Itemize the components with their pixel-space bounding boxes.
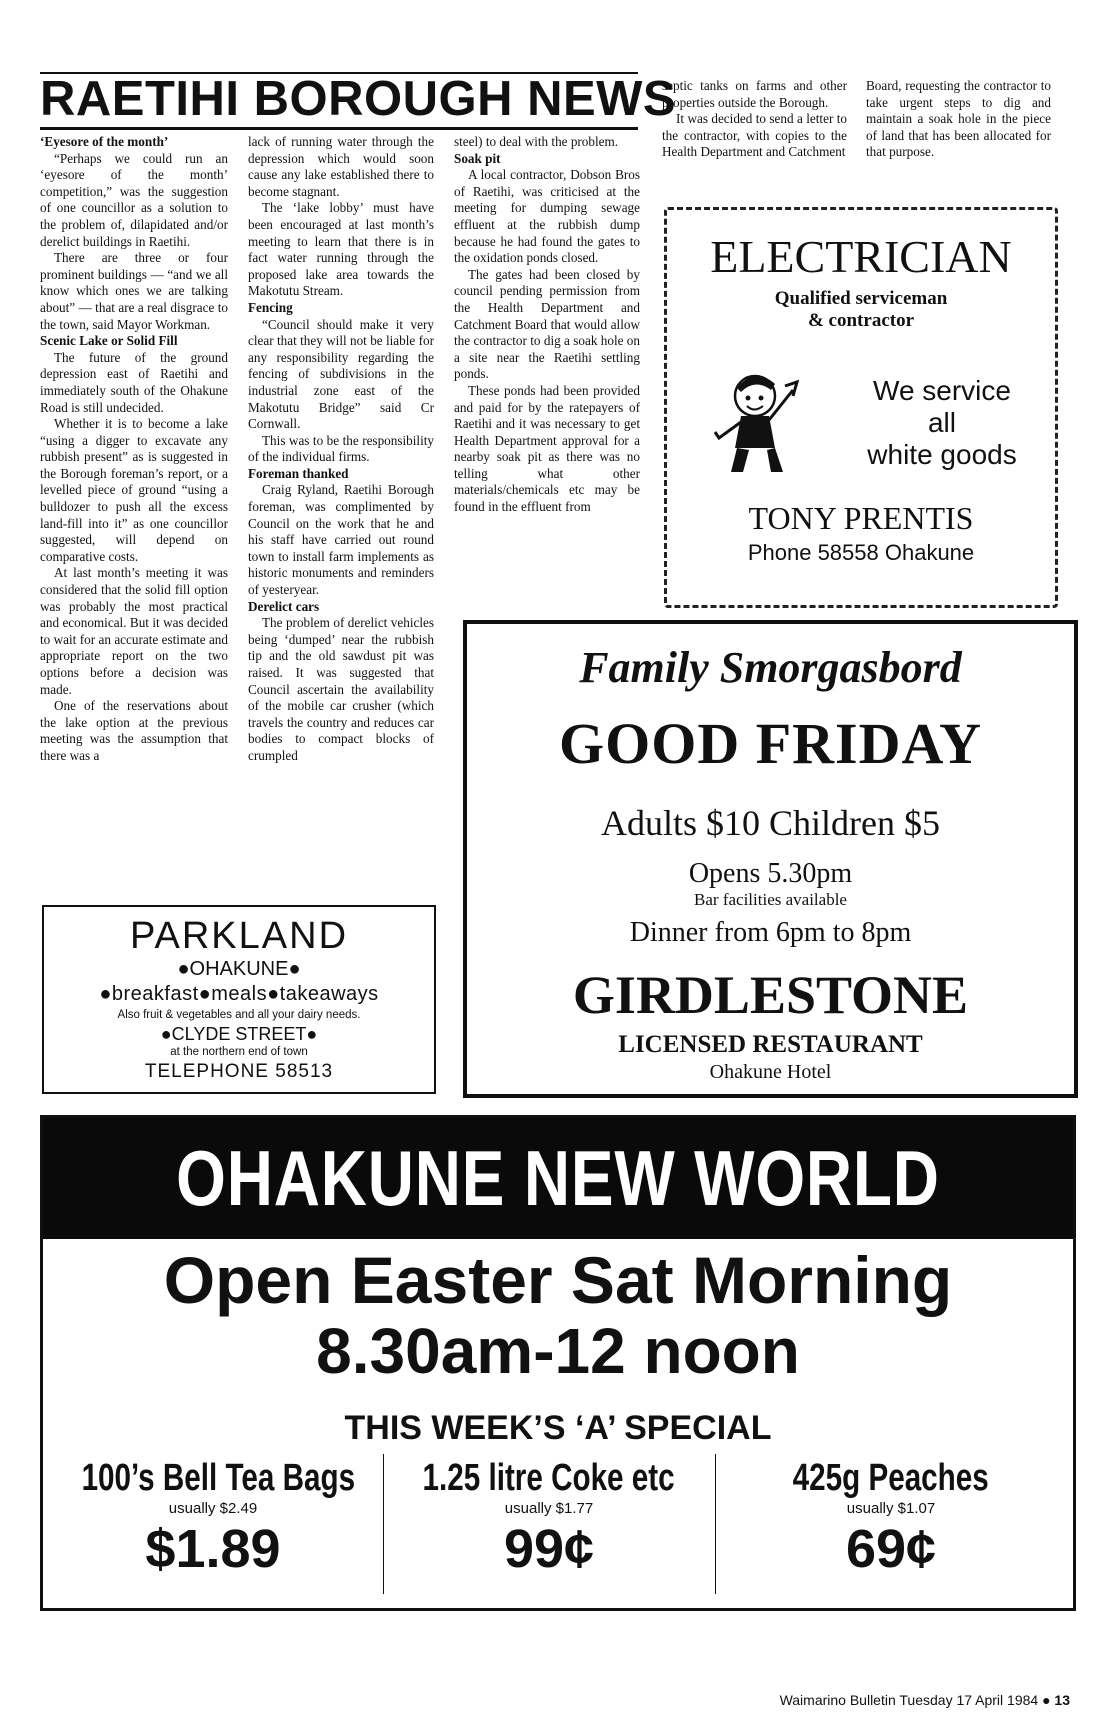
special-item-usual: usually $1.07 bbox=[846, 1500, 936, 1517]
smorgasbord-licensed: LICENSED RESTAURANT bbox=[618, 1031, 923, 1058]
subtitle-line: Qualified serviceman bbox=[774, 288, 948, 309]
heading-fencing: Fencing bbox=[248, 299, 293, 315]
electrician-subtitle bbox=[667, 288, 1055, 332]
newworld-special-heading: THIS WEEK’S ‘A’ SPECIAL bbox=[344, 1409, 772, 1447]
electrician-mascot-icon bbox=[697, 360, 817, 480]
special-item-price: 99¢ bbox=[503, 1519, 595, 1579]
smorgasbord-headline: GOOD FRIDAY bbox=[559, 711, 982, 776]
paragraph: The ‘lake lobby’ must have been encouraged at last month’s meeting to learn that there is in fact water running through the proposed lake area towards the Makotutu Stream. bbox=[248, 200, 434, 299]
service-line: all bbox=[927, 407, 956, 438]
parkland-ad bbox=[42, 905, 436, 1094]
paragraph: There are three or four prominent buildings — “and we all know which ones we are talking about” — that are a real disgrace to the town, said Mayor Workman. bbox=[40, 250, 228, 332]
page-footer bbox=[740, 1692, 1070, 1708]
electrician-title: ELECTRICIAN bbox=[710, 231, 1012, 282]
article-column-5 bbox=[866, 78, 1051, 161]
paragraph: The gates had been closed by council pending permission from the Health Department and Catchment Board that would allow the contractor to dig a soak hole on a site near the Raetihi settling ponds. bbox=[454, 266, 640, 382]
heading-soak-pit: Soak pit bbox=[454, 150, 501, 166]
paragraph: Craig Ryland, Raetihi Borough foreman, was complimented by Council on the work that he and his staff have carried out round town to install farm implements as historic monuments and reminders of yesteryear. bbox=[248, 482, 434, 598]
special-item-price: 69¢ bbox=[845, 1519, 937, 1579]
special-item-usual: usually $2.49 bbox=[168, 1500, 258, 1517]
special-item-price: $1.89 bbox=[145, 1519, 281, 1579]
paragraph: Board, requesting the contractor to take urgent steps to dig and maintain a soak hole in the piece of land that has been allocated for that purpose. bbox=[866, 78, 1051, 160]
parkland-street: ●CLYDE STREET● bbox=[160, 1024, 318, 1044]
smorgasbord-hotel: Ohakune Hotel bbox=[709, 1061, 832, 1083]
newworld-ad bbox=[40, 1115, 1076, 1611]
special-item-name: 100’s Bell Tea Bags bbox=[81, 1457, 356, 1499]
smorgasbord-venue: GIRDLESTONE bbox=[572, 965, 969, 1025]
special-item bbox=[715, 1456, 1067, 1580]
paragraph: lack of running water through the depression which would soon cause any lake established there to become stagnant. bbox=[248, 134, 434, 199]
subtitle-line: & contractor bbox=[807, 310, 915, 331]
paragraph: steel) to deal with the problem. bbox=[454, 134, 619, 149]
service-line: white goods bbox=[867, 439, 1017, 470]
heading-eyesore: ‘Eyesore of the month’ bbox=[40, 134, 169, 149]
paragraph: One of the reservations about the lake option at the previous meeting was the assumption that there was a bbox=[40, 698, 228, 763]
electrician-service bbox=[837, 375, 1047, 471]
paragraph: The problem of derelict vehicles being ‘dumped’ near the rubbish tip and the old sawdust pit was raised. It was suggested that Council ascertain the availability of the mobile car crusher (which travels the country and reduces car bodies to compact blocks of crumpled bbox=[248, 615, 434, 763]
smorgasbord-opens: Opens 5.30pm bbox=[688, 858, 853, 889]
article-column-4 bbox=[662, 78, 847, 161]
paragraph: “Council should make it very clear that they will not be liable for any responsibility regarding the fencing of subdivisions in the industrial zone east of the Makotutu Bridge” said Cr Cornwall. bbox=[248, 316, 434, 432]
special-item-name: 425g Peaches bbox=[792, 1457, 990, 1499]
masthead-bottom-rule bbox=[40, 127, 638, 130]
smorgasbord-dinner: Dinner from 6pm to 8pm bbox=[629, 917, 912, 948]
smorgasbord-ad bbox=[463, 620, 1078, 1098]
newworld-banner: OHAKUNE NEW WORLD bbox=[176, 1134, 940, 1222]
heading-foreman: Foreman thanked bbox=[248, 465, 349, 481]
service-line: We service bbox=[873, 375, 1011, 406]
smorgasbord-title: Family Smorgasbord bbox=[579, 643, 962, 692]
paragraph: It was decided to send a letter to the contractor, with copies to the Health Department and Catchment bbox=[662, 111, 847, 160]
electrician-ad bbox=[664, 207, 1058, 608]
masthead-title: RAETIHI BOROUGH NEWS bbox=[40, 72, 677, 126]
newworld-open-line2: 8.30am-12 noon bbox=[316, 1315, 800, 1387]
footer-publication: Waimarino Bulletin Tuesday 17 April 1984 bbox=[779, 1692, 1039, 1708]
parkland-location: at the northern end of town bbox=[170, 1046, 308, 1058]
smorgasbord-prices: Adults $10 Children $5 bbox=[601, 803, 940, 843]
paragraph: These ponds had been provided and paid for by the ratepayers of Raetihi and it was necessary to get Health Department approval for a nearby soak pit as there was no telling what other materials/chemicals etc may be found in the effluent from bbox=[454, 382, 640, 515]
paragraph: The future of the ground depression east of Raetihi and immediately south of the Ohakune Road is still undecided. bbox=[40, 349, 228, 415]
footer-page-number: ● 13 bbox=[1042, 1692, 1070, 1708]
smorgasbord-bar: Bar facilities available bbox=[694, 890, 847, 909]
paragraph: A local contractor, Dobson Bros of Raetihi, was criticised at the meeting for dumping sewage effluent at the rubbish dump because he had found the gates to the oxidation ponds closed. bbox=[454, 167, 640, 266]
parkland-name: PARKLAND bbox=[129, 915, 349, 957]
paragraph: septic tanks on farms and other properties outside the Borough. bbox=[662, 78, 847, 110]
special-item-usual: usually $1.77 bbox=[504, 1500, 594, 1517]
parkland-services: ●breakfast●meals●takeaways bbox=[99, 983, 379, 1005]
special-item bbox=[383, 1456, 715, 1580]
paragraph: “Perhaps we could run an ‘eyesore of the month’ competition,” was the suggestion of one councillor as a solution to the problem of, dilapidated and/or derelict buildings in Raetihi. bbox=[40, 150, 228, 249]
paragraph: Whether it is to become a lake “using a digger to excavate any rubbish present” as is suggested in the Borough foreman’s report, or a levelled piece of ground “using a bulldozer to push all the excess land-fill into it” as one councillor suggested, will depend on comparative costs. bbox=[40, 416, 228, 564]
parkland-town: ●OHAKUNE● bbox=[177, 958, 301, 980]
parkland-also: Also fruit & vegetables and all your dairy needs. bbox=[117, 1009, 361, 1021]
article-column-2 bbox=[248, 134, 434, 765]
paragraph: At last month’s meeting it was considered that the solid fill option was probably the most practical and economical. But it was decided to wait for an accurate estimate and appropriate report on the two options before a decision was made. bbox=[40, 565, 228, 697]
heading-derelict-cars: Derelict cars bbox=[248, 598, 320, 614]
newworld-open-line1: Open Easter Sat Morning bbox=[163, 1243, 953, 1317]
paragraph: This was to be the responsibility of the individual firms. bbox=[248, 432, 434, 465]
heading-scenic-lake: Scenic Lake or Solid Fill bbox=[40, 333, 178, 349]
article-column-3 bbox=[454, 134, 640, 516]
parkland-telephone: TELEPHONE 58513 bbox=[144, 1061, 334, 1082]
special-item-name: 1.25 litre Coke etc bbox=[422, 1457, 676, 1499]
electrician-phone: Phone 58558 Ohakune bbox=[747, 540, 975, 565]
article-column-1 bbox=[40, 134, 228, 765]
special-item bbox=[43, 1456, 383, 1580]
electrician-name: TONY PRENTIS bbox=[748, 500, 974, 536]
